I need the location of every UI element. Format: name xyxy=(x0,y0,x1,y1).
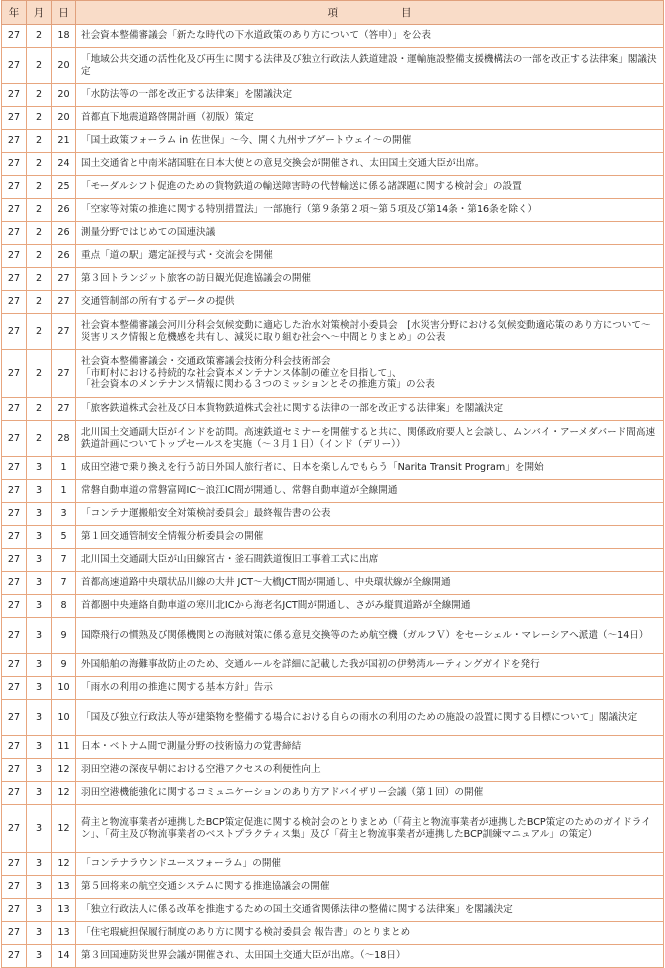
table-row xyxy=(2,805,664,853)
row-day: 7 xyxy=(52,572,76,595)
row-day: 27 xyxy=(52,314,76,350)
row-item: 国際飛行の慣熟及び関係機関との海賊対策に係る意見交換等のため航空機（ガルフＶ）をセーシェル・マレーシアへ派遣（〜14日） xyxy=(76,618,664,654)
row-day: 12 xyxy=(52,782,76,805)
row-month: 2 xyxy=(27,48,52,84)
row-day: 9 xyxy=(52,618,76,654)
table-row xyxy=(2,700,664,736)
row-month: 3 xyxy=(27,759,52,782)
row-month: 2 xyxy=(27,398,52,421)
row-item: 第３回トランジット旅客の訪日観光促進協議会の開催 xyxy=(76,268,664,291)
table-row xyxy=(2,480,664,503)
row-month: 3 xyxy=(27,526,52,549)
table-row xyxy=(2,222,664,245)
row-month: 3 xyxy=(27,572,52,595)
row-item: 「地域公共交通の活性化及び再生に関する法律及び独立行政法人鉄道建設・運輸施設整備支援機構法の一部を改正する法律案」閣議決定 xyxy=(76,48,664,84)
table-row xyxy=(2,153,664,176)
table-row xyxy=(2,350,664,398)
table-row xyxy=(2,291,664,314)
row-month: 3 xyxy=(27,654,52,677)
row-month: 3 xyxy=(27,805,52,853)
table-row xyxy=(2,677,664,700)
row-year: 27 xyxy=(2,107,27,130)
row-item: 「コンテナ運搬船安全対策検討委員会」最終報告書の公表 xyxy=(76,503,664,526)
table-row xyxy=(2,130,664,153)
row-item: 「コンテナラウンドユースフォーラム」の開催 xyxy=(76,853,664,876)
row-day: 5 xyxy=(52,526,76,549)
row-day: 27 xyxy=(52,350,76,398)
row-item: 日本・ベトナム間で測量分野の技術協力の覚書締結 xyxy=(76,736,664,759)
header-year: 年 xyxy=(2,1,27,25)
row-month: 3 xyxy=(27,853,52,876)
row-day: 13 xyxy=(52,876,76,899)
row-month: 3 xyxy=(27,876,52,899)
row-month: 2 xyxy=(27,199,52,222)
row-day: 27 xyxy=(52,268,76,291)
table-row xyxy=(2,314,664,350)
row-month: 3 xyxy=(27,480,52,503)
row-item: 「国及び独立行政法人等が建築物を整備する場合における自らの雨水の利用のための施設の設置に関する目標について」閣議決定 xyxy=(76,700,664,736)
row-item: 社会資本整備審議会・交通政策審議会技術分科会技術部会 「市町村における持続的な社会資本メンテナンス体制の確立を目指して」、 「社会資本のメンテナンス情報に関わる３つのミッションとその推進方策」の公表 xyxy=(76,350,664,398)
table-row xyxy=(2,526,664,549)
row-item: 首都直下地震道路啓開計画（初版）策定 xyxy=(76,107,664,130)
table-row xyxy=(2,176,664,199)
row-day: 12 xyxy=(52,805,76,853)
row-year: 27 xyxy=(2,677,27,700)
table-row xyxy=(2,457,664,480)
table-row xyxy=(2,876,664,899)
row-month: 2 xyxy=(27,291,52,314)
row-year: 27 xyxy=(2,480,27,503)
table-row xyxy=(2,245,664,268)
row-day: 12 xyxy=(52,853,76,876)
row-year: 27 xyxy=(2,549,27,572)
row-item: 首都圏中央連絡自動車道の寒川北ICから海老名JCT間が開通し、さがみ縦貫道路が全線開通 xyxy=(76,595,664,618)
row-year: 27 xyxy=(2,398,27,421)
row-day: 11 xyxy=(52,736,76,759)
table-row xyxy=(2,595,664,618)
row-year: 27 xyxy=(2,618,27,654)
row-year: 27 xyxy=(2,130,27,153)
row-item: 「雨水の利用の推進に関する基本方針」告示 xyxy=(76,677,664,700)
row-day: 8 xyxy=(52,595,76,618)
row-item: 第３回国連防災世界会議が開催され、太田国土交通大臣が出席。（〜18日） xyxy=(76,945,664,968)
row-year: 27 xyxy=(2,853,27,876)
header-item: 項 目 xyxy=(76,1,664,25)
row-month: 3 xyxy=(27,549,52,572)
row-year: 27 xyxy=(2,526,27,549)
table-row xyxy=(2,421,664,457)
row-month: 2 xyxy=(27,245,52,268)
table-row xyxy=(2,503,664,526)
row-month: 3 xyxy=(27,922,52,945)
row-month: 3 xyxy=(27,782,52,805)
table-row xyxy=(2,899,664,922)
row-year: 27 xyxy=(2,805,27,853)
row-day: 26 xyxy=(52,245,76,268)
row-year: 27 xyxy=(2,700,27,736)
header-month: 月 xyxy=(27,1,52,25)
row-item: 外国船舶の海難事故防止のため、交通ルールを詳細に記載した我が国初の伊勢湾ルーティングガイドを発行 xyxy=(76,654,664,677)
row-day: 20 xyxy=(52,84,76,107)
row-item: 「水防法等の一部を改正する法律案」を閣議決定 xyxy=(76,84,664,107)
row-month: 2 xyxy=(27,222,52,245)
row-item: 国土交通省と中南米諸国駐在日本大使との意見交換会が開催され、太田国土交通大臣が出席。 xyxy=(76,153,664,176)
row-day: 21 xyxy=(52,130,76,153)
row-year: 27 xyxy=(2,176,27,199)
row-year: 27 xyxy=(2,48,27,84)
row-year: 27 xyxy=(2,457,27,480)
row-day: 7 xyxy=(52,549,76,572)
table-row xyxy=(2,853,664,876)
row-year: 27 xyxy=(2,268,27,291)
row-month: 3 xyxy=(27,595,52,618)
table-row xyxy=(2,572,664,595)
row-day: 1 xyxy=(52,457,76,480)
row-item: 北川国土交通副大臣が山田線宮古・釜石間鉄道復旧工事着工式に出席 xyxy=(76,549,664,572)
row-year: 27 xyxy=(2,25,27,48)
row-month: 3 xyxy=(27,503,52,526)
row-day: 18 xyxy=(52,25,76,48)
row-day: 24 xyxy=(52,153,76,176)
row-month: 3 xyxy=(27,618,52,654)
row-year: 27 xyxy=(2,945,27,968)
row-item: 社会資本整備審議会河川分科会気候変動に適応した治水対策検討小委員会 [水災害分野における気候変動適応策のあり方について〜災害リスク情報と危機感を共有し、減災に取り組む社会へ〜中間とりまとめ」の公表 xyxy=(76,314,664,350)
row-year: 27 xyxy=(2,84,27,107)
table-row xyxy=(2,549,664,572)
row-year: 27 xyxy=(2,759,27,782)
table-row xyxy=(2,782,664,805)
row-year: 27 xyxy=(2,922,27,945)
row-day: 9 xyxy=(52,654,76,677)
row-year: 27 xyxy=(2,736,27,759)
row-day: 1 xyxy=(52,480,76,503)
row-item: 常磐自動車道の常磐富岡IC〜浪江IC間が開通し、常磐自動車道が全線開通 xyxy=(76,480,664,503)
row-day: 12 xyxy=(52,759,76,782)
table-header-row xyxy=(2,1,664,25)
row-day: 27 xyxy=(52,291,76,314)
chronology-table xyxy=(1,0,664,968)
row-day: 10 xyxy=(52,677,76,700)
row-year: 27 xyxy=(2,421,27,457)
row-item: 荷主と物流事業者が連携したBCP策定促進に関する検討会のとりまとめ（「荷主と物流事業者が連携したBCP策定のためのガイドライン」、「荷主及び物流事業者のベストプラクティス集」及び「荷主と物流事業者が連携したBCP訓練マニュアル」の策定） xyxy=(76,805,664,853)
table-row xyxy=(2,268,664,291)
row-month: 2 xyxy=(27,176,52,199)
row-day: 14 xyxy=(52,945,76,968)
row-month: 3 xyxy=(27,677,52,700)
table-row xyxy=(2,398,664,421)
row-year: 27 xyxy=(2,245,27,268)
row-year: 27 xyxy=(2,314,27,350)
row-day: 27 xyxy=(52,398,76,421)
row-month: 2 xyxy=(27,130,52,153)
row-item: 羽田空港機能強化に関するコミュニケーションのあり方アドバイザリー会議（第１回）の開催 xyxy=(76,782,664,805)
row-item: 交通管制部の所有するデータの提供 xyxy=(76,291,664,314)
table-row xyxy=(2,654,664,677)
row-item: 第５回将来の航空交通システムに関する推進協議会の開催 xyxy=(76,876,664,899)
row-month: 2 xyxy=(27,314,52,350)
table-row xyxy=(2,199,664,222)
row-year: 27 xyxy=(2,503,27,526)
row-item: 「モーダルシフト促進のための貨物鉄道の輸送障害時の代替輸送に係る諸課題に関する検討会」の設置 xyxy=(76,176,664,199)
row-day: 3 xyxy=(52,503,76,526)
row-month: 3 xyxy=(27,457,52,480)
row-year: 27 xyxy=(2,899,27,922)
row-month: 2 xyxy=(27,84,52,107)
row-item: 「旅客鉄道株式会社及び日本貨物鉄道株式会社に関する法律の一部を改正する法律案」を閣議決定 xyxy=(76,398,664,421)
row-item: 「独立行政法人に係る改革を推進するための国土交通省関係法律の整備に関する法律案」を閣議決定 xyxy=(76,899,664,922)
row-month: 3 xyxy=(27,736,52,759)
table-row xyxy=(2,48,664,84)
row-item: 社会資本整備審議会「新たな時代の下水道政策のあり方について（答申）」を公表 xyxy=(76,25,664,48)
row-day: 26 xyxy=(52,222,76,245)
row-year: 27 xyxy=(2,291,27,314)
table-row xyxy=(2,736,664,759)
row-item: 測量分野ではじめての国連決議 xyxy=(76,222,664,245)
row-month: 2 xyxy=(27,421,52,457)
row-month: 2 xyxy=(27,153,52,176)
row-month: 3 xyxy=(27,945,52,968)
row-month: 3 xyxy=(27,700,52,736)
row-item: 首都高速道路中央環状品川線の大井 JCT〜大橋JCT間が開通し、中央環状線が全線開通 xyxy=(76,572,664,595)
row-day: 26 xyxy=(52,199,76,222)
row-item: 「国土政策フォーラム in 佐世保」〜今、開く九州サブゲートウェイ〜の開催 xyxy=(76,130,664,153)
table-row xyxy=(2,84,664,107)
table-row xyxy=(2,25,664,48)
row-day: 13 xyxy=(52,899,76,922)
row-item: 羽田空港の深夜早朝における空港アクセスの利便性向上 xyxy=(76,759,664,782)
table-row xyxy=(2,922,664,945)
row-day: 20 xyxy=(52,107,76,130)
row-month: 2 xyxy=(27,25,52,48)
row-year: 27 xyxy=(2,222,27,245)
row-year: 27 xyxy=(2,153,27,176)
row-month: 2 xyxy=(27,350,52,398)
row-month: 3 xyxy=(27,899,52,922)
row-item: 北川国土交通副大臣がインドを訪問。高速鉄道セミナーを開催すると共に、関係政府要人と会談し、ムンバイ・アーメダバード間高速鉄道計画についてトップセールスを実施（〜３月１日）（インド（デリー）） xyxy=(76,421,664,457)
table-row xyxy=(2,759,664,782)
header-day: 日 xyxy=(52,1,76,25)
table-row xyxy=(2,945,664,968)
table-row xyxy=(2,107,664,130)
row-month: 2 xyxy=(27,107,52,130)
row-day: 25 xyxy=(52,176,76,199)
table-row xyxy=(2,618,664,654)
row-year: 27 xyxy=(2,782,27,805)
row-year: 27 xyxy=(2,199,27,222)
row-item: 重点「道の駅」選定証授与式・交流会を開催 xyxy=(76,245,664,268)
row-year: 27 xyxy=(2,876,27,899)
row-item: 「空家等対策の推進に関する特別措置法」一部施行（第９条第２項〜第５項及び第14条・第16条を除く） xyxy=(76,199,664,222)
row-year: 27 xyxy=(2,595,27,618)
row-year: 27 xyxy=(2,350,27,398)
row-item: 成田空港で乗り換えを行う訪日外国人旅行者に、日本を楽しんでもらう「Narita Transit Program」を開始 xyxy=(76,457,664,480)
row-item: 「住宅瑕疵担保履行制度のあり方に関する検討委員会 報告書」のとりまとめ xyxy=(76,922,664,945)
row-day: 13 xyxy=(52,922,76,945)
row-month: 2 xyxy=(27,268,52,291)
row-day: 10 xyxy=(52,700,76,736)
row-day: 28 xyxy=(52,421,76,457)
row-item: 第１回交通管制安全情報分析委員会の開催 xyxy=(76,526,664,549)
row-year: 27 xyxy=(2,654,27,677)
row-day: 20 xyxy=(52,48,76,84)
row-year: 27 xyxy=(2,572,27,595)
